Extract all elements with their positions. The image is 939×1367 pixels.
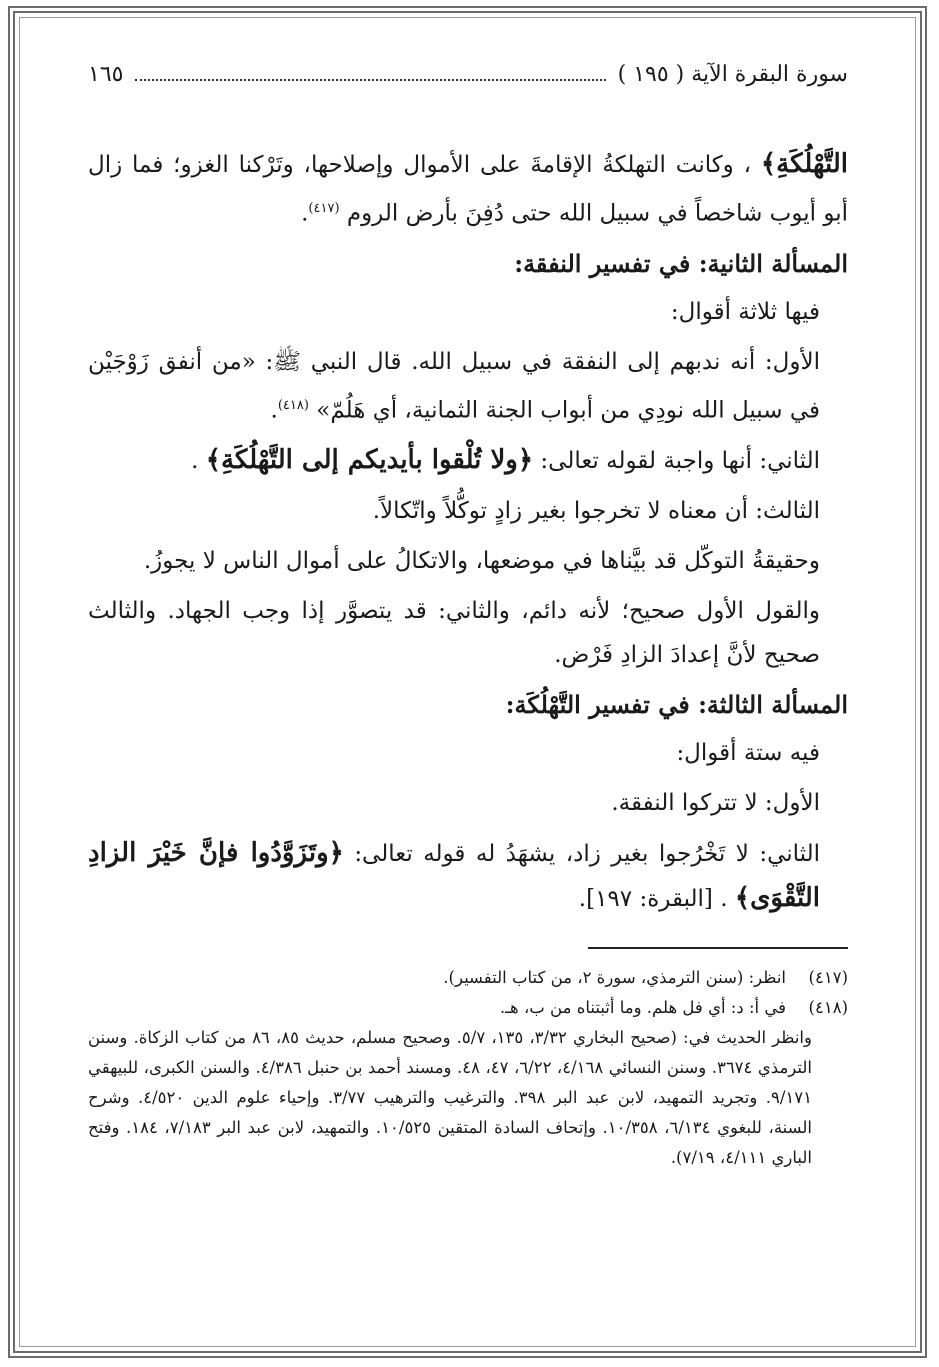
paragraph-4 bbox=[88, 438, 848, 483]
paragraph-10 bbox=[88, 831, 848, 921]
footnote-ref-417[interactable]: (٤١٧) bbox=[308, 201, 340, 216]
paragraph-text: ، وكانت التهلكةُ الإقامةَ على الأموال وإصلاحها، وتَرْكنا الغزو؛ فما زال أبو أيوب شاخصاً في سبيل الله حتى دُفِنَ بأرض الروم bbox=[88, 152, 848, 227]
footnote-separator bbox=[588, 947, 848, 949]
main-text bbox=[88, 142, 848, 921]
paragraph-3 bbox=[88, 340, 848, 433]
paragraph-2: فيها ثلاثة أقوال: bbox=[670, 298, 820, 325]
paragraph-text: الثاني: أنها واجبة لقوله تعالى: bbox=[540, 448, 820, 475]
footnote-ref-418[interactable]: (٤١٨) bbox=[277, 397, 309, 413]
quran-quote: التَّهْلُكَةِ﴾ bbox=[760, 149, 849, 179]
footnotes bbox=[88, 963, 848, 1173]
page-number: ١٦٥ bbox=[88, 62, 124, 87]
footnote-number: (٤١٨) bbox=[808, 998, 848, 1018]
paragraph-text: الأول: أنه ندبهم إلى النفقة في سبيل الله. قال النبي ﷺ: «من أنفق زَوْجَيْن في سبيل الله نودِي من أبواب الجنة الثمانية، أي هَلُمّ» bbox=[88, 348, 820, 424]
paragraph-9: الأول: لا تتركوا النفقة. bbox=[611, 790, 820, 817]
quran-reference: . [البقرة: ١٩٧]. bbox=[578, 886, 728, 913]
footnote-text: انظر: (سنن الترمذي، سورة ٢، من كتاب التفسير). bbox=[443, 968, 786, 988]
footnote-418 bbox=[88, 993, 848, 1023]
paragraph-end: . bbox=[191, 448, 199, 475]
paragraph-7: والقول الأول صحيح؛ لأنه دائم، والثاني: قد يتصوَّر إذا وجب الجهاد. والثالث صحيح لأنَّ إعدادَ الزادِ فَرْض. bbox=[88, 598, 820, 669]
footnote-number: (٤١٧) bbox=[808, 968, 848, 988]
paragraph-end: . bbox=[301, 200, 309, 227]
paragraph-end: . bbox=[270, 397, 278, 424]
footnote-417 bbox=[88, 963, 848, 993]
paragraph-5: الثالث: أن معناه لا تخرجوا بغير زادٍ توكُّلاً واتّكالاً. bbox=[372, 498, 820, 525]
paragraph-1 bbox=[88, 142, 848, 236]
quran-quote: ﴿ولا تُلْقوا بأيديكم إلى التَّهْلُكَةِ﴾ bbox=[205, 445, 534, 476]
quran-quote: ﴿وتَزَوَّدُوا فإنَّ خَيْرَ الزادِ التَّقْوَى﴾ bbox=[88, 838, 820, 914]
footnote-418-continuation: وانظر الحديث في: (صحيح البخاري ٣/٣٢، ١٣٥، ٥/٧. وصحيح مسلم، حديث ٨٥، ٨٦ من كتاب الزكاة. وسنن الترمذي ٣٦٧٤. وسنن النسائي ٤/١٦٨، ٦/٢٢، ٤٧، ٤٨. ومسند أحمد بن حنبل ٤/٣٨٦. والسنن الكبرى، للبيهقي ٩/١٧١. وتجريد التمهيد، لابن عبد البر ٣٩٨. والترغيب والترهيب ٣/٧٧. وإحياء علوم الدين ٤/٥٢٠. وشرح السنة، للبغوي ٦/١٣٤، ١٠/٣٥٨. وإتحاف السادة المتقين ١٠/٥٢٥. والتمهيد، لابن عبد البر ٧/١٨٣، ١٨٤. وفتح الباري ٤/١١١، ٧/١٩). bbox=[88, 1028, 813, 1168]
paragraph-text: الثاني: لا تَخْرُجوا بغير زاد، يشهَدُ له قوله تعالى: bbox=[354, 841, 820, 868]
header-title: سورة البقرة الآية ( ١٩٥ ) bbox=[617, 62, 848, 87]
section-heading-3: المسألة الثالثة: في تفسير التَّهْلُكَة: bbox=[505, 690, 848, 720]
paragraph-6: وحقيقةُ التوكّل قد بيَّناها في موضعها، والاتكالُ على أموال الناس لا يجوزُ. bbox=[143, 548, 820, 575]
running-header bbox=[88, 62, 848, 100]
page-content bbox=[88, 62, 848, 1173]
header-dot-leader bbox=[135, 65, 605, 81]
section-heading-2: المسألة الثانية: في تفسير النفقة: bbox=[514, 248, 848, 278]
footnote-text: في أ: د: أي فل هلم. وما أثبتناه من ب، هـ. bbox=[499, 998, 786, 1018]
paragraph-8: فيه ستة أقوال: bbox=[676, 740, 820, 767]
